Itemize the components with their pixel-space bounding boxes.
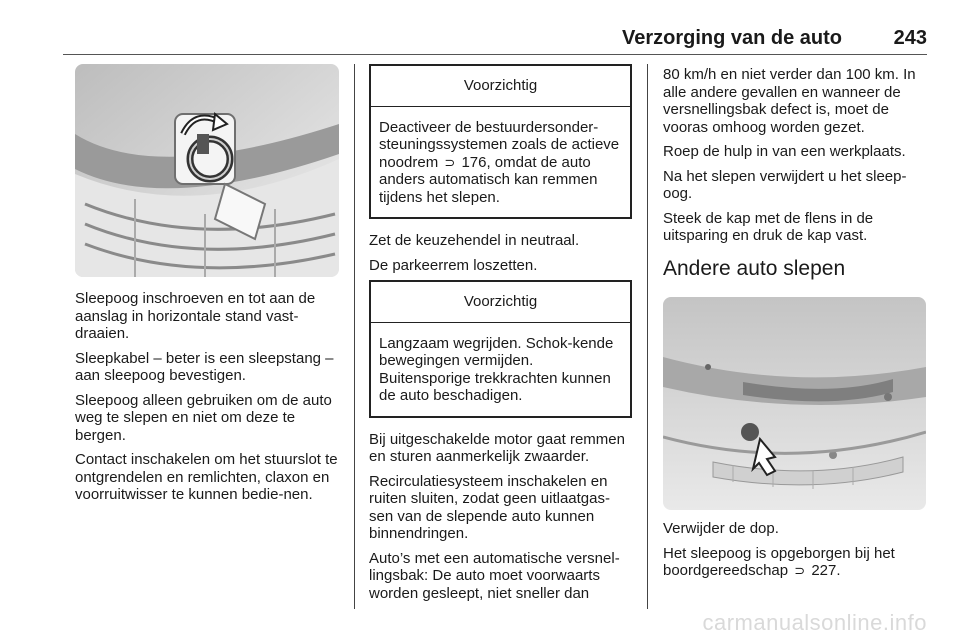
paragraph: Sleepoog inschroeven en tot aan de aanslag in horizontale stand vast-draaien.	[75, 290, 316, 342]
caution-text-part: Deactiveer de bestuurdersonder-steuningssystemen zoals de actieve noodrem	[379, 118, 620, 171]
paragraph: Verwijder de dop.	[663, 520, 779, 537]
paragraph: Auto’s met een automatische versnel-lingsbak: De auto moet voorwaarts worden gesleept, niet sneller dan	[369, 549, 620, 602]
paragraph	[663, 545, 926, 580]
paragraph-part: 227.	[807, 562, 841, 579]
caution-box	[369, 64, 632, 219]
paragraph: Steek de kap met de flens in de uitsparing en druk de kap vast.	[663, 209, 874, 244]
header-rule	[63, 54, 927, 55]
caution-text: Langzaam wegrijden. Schok-kende bewegingen vermijden. Buitensporige trekkrachten kunnen de auto beschadigen.	[379, 334, 614, 404]
column-divider-left	[354, 64, 355, 609]
caution-text-part: 176, omdat de auto anders automatisch kan remmen tijdens het slepen.	[379, 153, 598, 206]
watermark: carmanualsonline.info	[702, 610, 927, 635]
paragraph: Zet de keuzehendel in neutraal.	[369, 232, 580, 249]
paragraph: Recirculatiesysteem inschakelen en ruiten sluiten, zodat geen uitlaatgas-sen van de slepende auto kunnen binnendringen.	[369, 472, 610, 542]
column-2-text	[369, 64, 632, 609]
tow-eye-photo	[75, 64, 339, 277]
paragraph: Roep de hulp in van een werkplaats.	[663, 143, 906, 160]
paragraph: Sleepoog alleen gebruiken om de auto weg te slepen en niet om deze te bergen.	[75, 391, 332, 444]
section-heading: Andere auto slepen	[663, 256, 846, 280]
caution-text	[371, 107, 630, 218]
caution-box	[369, 280, 632, 418]
page-reference-icon: ⊃	[794, 563, 806, 578]
paragraph-part: Het sleepoog is opgeborgen bij het boordgereedschap	[663, 544, 895, 579]
paragraph: Bij uitgeschakelde motor gaat remmen en sturen aanmerkelijk zwaarder.	[369, 430, 625, 465]
paragraph: Na het slepen verwijdert u het sleep-oog.	[663, 167, 907, 202]
column-divider-right	[647, 64, 648, 609]
paragraph: 80 km/h en niet verder dan 100 km. In alle andere gevallen en wanneer de versnellingsbak defect is, moet de vooras omhoog worden gezet.	[663, 66, 916, 136]
column-1-text	[75, 290, 339, 511]
rear-bumper-photo	[663, 297, 926, 510]
caution-title: Voorzichtig	[371, 66, 630, 107]
column-3-text	[663, 66, 926, 295]
page-reference-icon: ⊃	[444, 154, 456, 170]
caution-title: Voorzichtig	[371, 282, 630, 323]
paragraph: Sleepkabel – beter is een sleepstang – aan sleepoog bevestigen.	[75, 349, 334, 384]
page-number: 243	[893, 27, 927, 49]
header-title: Verzorging van de auto	[621, 27, 842, 49]
paragraph: Contact inschakelen om het stuurslot te ontgrendelen en remlichten, claxon en voorruitwisser te kunnen bedie-nen.	[75, 451, 338, 503]
column-3-text-lower	[663, 520, 926, 587]
paragraph: De parkeerrem loszetten.	[369, 256, 538, 274]
